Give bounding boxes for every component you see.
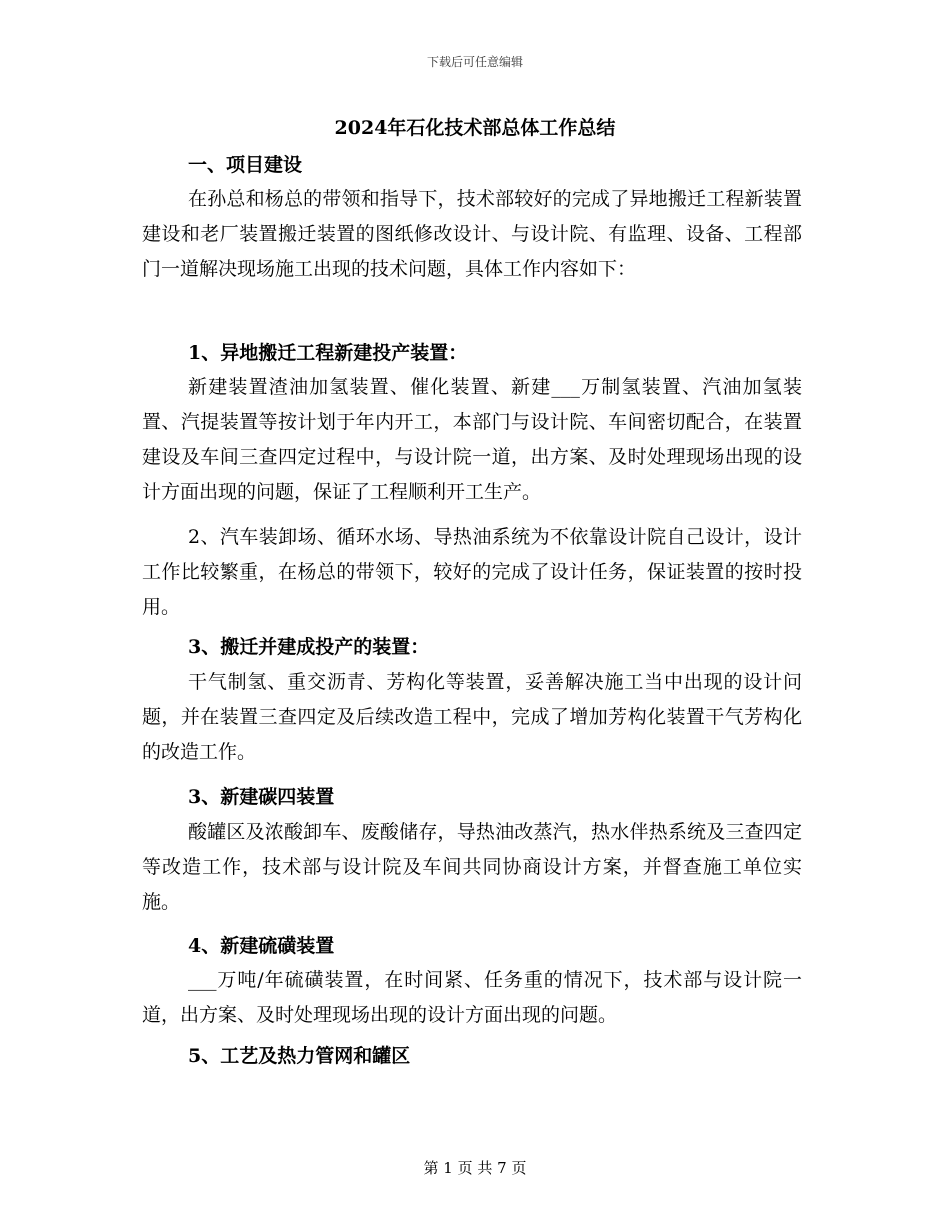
section-paragraph-new-units [142,370,802,510]
section-heading-pipe-network: 5、工艺及热力管网和罐区 [188,1045,411,1067]
section-paragraph-sulfur-unit [142,963,802,1033]
document-title: 2024年石化技术部总体工作总结 [334,117,616,139]
section-heading-c4-unit: 3、新建碳四装置 [188,786,335,808]
section-paragraph-relocated-units [142,665,802,770]
paragraph-text: 酸罐区及浓酸卸车、废酸储存，导热油改蒸汽，热水伴热系统及三查四定等改造工作，技术部与设计院及车间共同协商设计方案，并督查施工单位实施。 [142,821,802,913]
page-header-note: 下载后可任意编辑 [426,55,523,69]
paragraph-text: 2、汽车装卸场、循环水场、导热油系统为不依靠设计院自己设计，设计工作比较繁重，在杨总的带领下，较好的完成了设计任务，保证装置的按时投用。 [142,526,802,618]
section-heading-project: 一、项目建设 [188,154,303,176]
section-heading-relocated-units: 3、搬迁并建成投产的装置： [188,636,430,658]
paragraph-text: 在孙总和杨总的带领和指导下，技术部较好的完成了异地搬迁工程新装置建设和老厂装置搬迁装置的图纸修改设计、与设计院、有监理、设备、工程部门一道解决现场施工出现的技术问题，具体工作内容如下： [142,188,802,280]
page-number: 第 1 页 共 7 页 [423,1159,527,1177]
section-paragraph-c4-unit [142,815,802,920]
section-paragraph-project [142,182,802,287]
paragraph-text: 干气制氢、重交沥青、芳构化等装置，妥善解决施工当中出现的设计问题，并在装置三查四定及后续改造工程中，完成了增加芳构化装置干气芳构化的改造工作。 [142,671,802,763]
paragraph-text: ___万吨/年硫磺装置，在时间紧、任务重的情况下，技术部与设计院一道，出方案、及时处理现场出现的设计方面出现的问题。 [142,969,802,1026]
paragraph-text: 新建装置渣油加氢装置、催化装置、新建___万制氢装置、汽油加氢装置、汽提装置等按计划于年内开工，本部门与设计院、车间密切配合，在装置建设及车间三查四定过程中，与设计院一道，出方案、及时处理现场出现的设计方面出现的问题，保证了工程顺利开工生产。 [142,376,802,503]
section-paragraph-self-design [142,520,802,625]
section-heading-sulfur-unit: 4、新建硫磺装置 [188,935,335,957]
section-heading-new-units: 1、异地搬迁工程新建投产装置： [188,342,468,364]
